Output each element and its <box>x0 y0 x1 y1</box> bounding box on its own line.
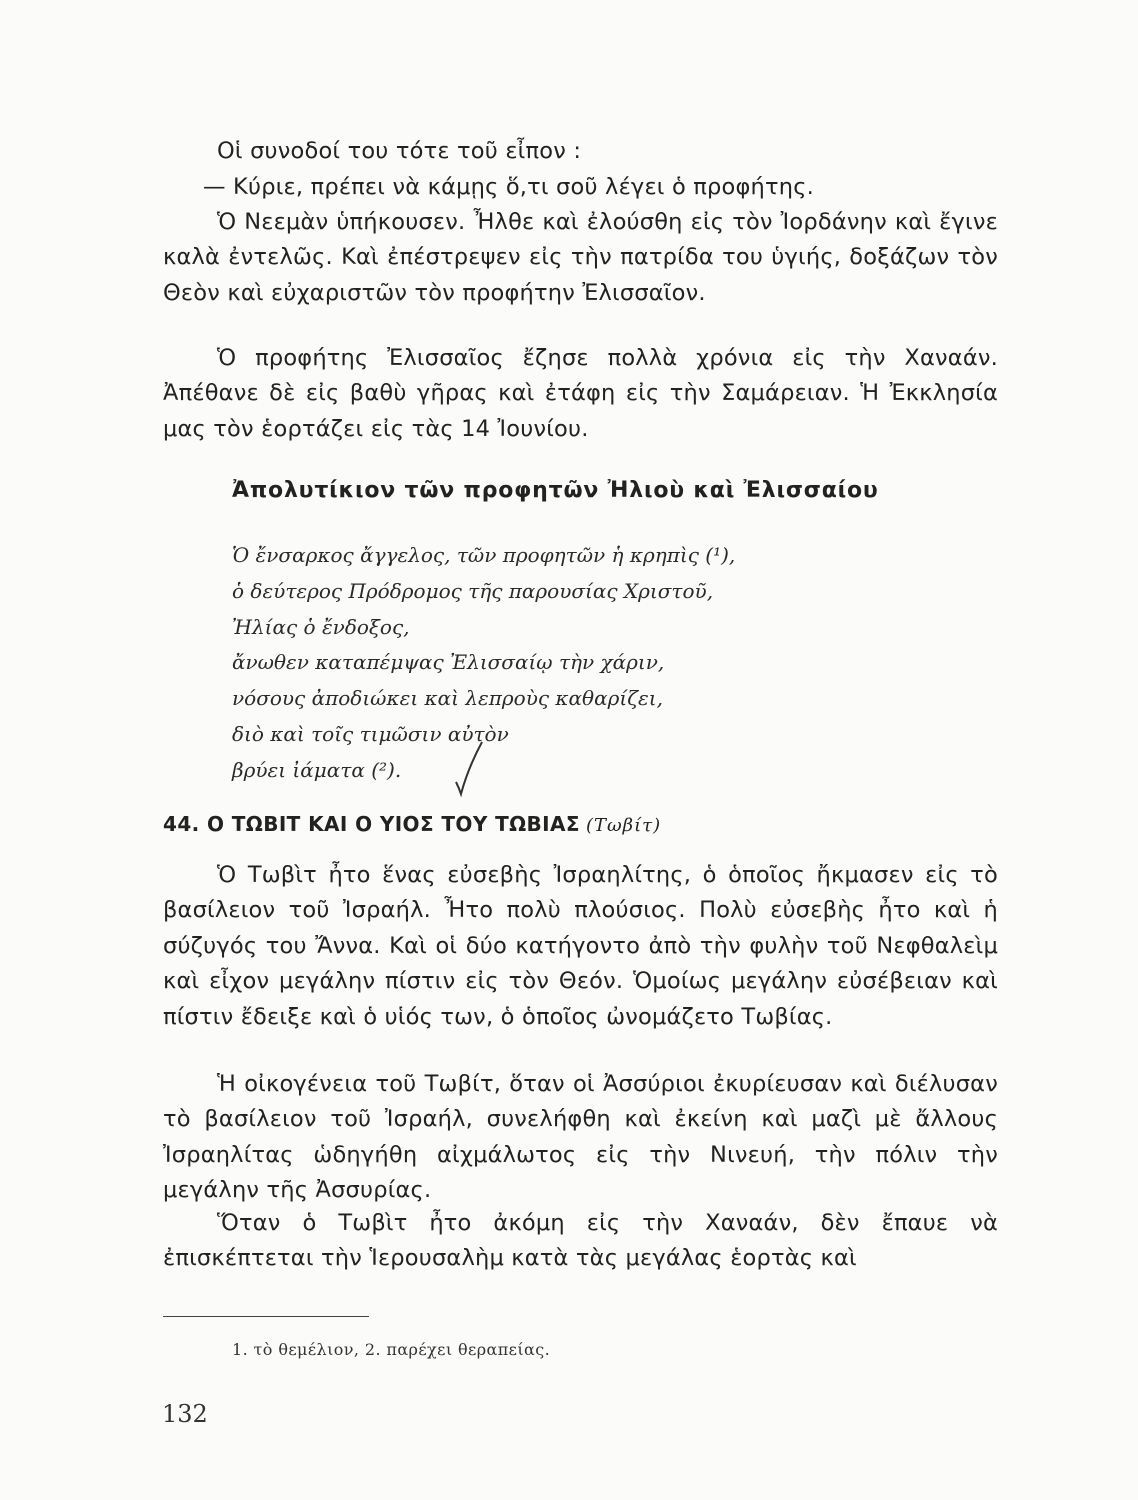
section-subtitle: (Τωβίτ) <box>585 815 662 836</box>
paragraph-naaman: Ὁ Νεεμὰν ὑπήκουσεν. Ἦλθε καὶ ἐλούσθη εἰς τὸν Ἰορδάνην καὶ ἔγινε καλὰ ἐντελῶς. Καὶ ἐπέστρεψεν εἰς τὴν πατρίδα του ὑγιής, δοξάζων τὸν Θεὸν καὶ εὐχαριστῶν τὸν προφήτην Ἐλισσαῖον. <box>163 209 998 306</box>
checkmark-icon <box>452 738 492 798</box>
hymn-line: ὁ δεύτερος Πρόδρομος τῆς παρουσίας Χριστοῦ, <box>232 578 714 603</box>
paragraph-dialogue: — Κύριε, πρέπει νὰ κάμῃς ὅ,τι σοῦ λέγει ὁ προφήτης. <box>203 174 814 200</box>
hymn-line: νόσους ἀποδιώκει καὶ λεπροὺς καθαρίζει, <box>232 686 663 711</box>
hymn-line: Ὁ ἔνσαρκος ἄγγελος, τῶν προφητῶν ἡ κρηπὶς (¹), <box>232 543 736 567</box>
paragraph-tobit-family: Ἡ οἰκογένεια τοῦ Τωβίτ, ὅταν οἱ Ἀσσύριοι ἐκυρίευσαν καὶ διέλυσαν τὸ βασίλειον τοῦ Ἰσραήλ, συνελήφθη καὶ ἐκείνη καὶ μαζὶ μὲ ἄλλους Ἰσραηλίτας ὡδηγήθη αἰχμάλωτος εἰς τὴν Νινευή, τὴν πόλιν τὴν μεγάλην τῆς Ἀσσυρίας. <box>163 1071 998 1204</box>
hymn-line: Ἠλίας ὁ ἔνδοξος, <box>232 614 410 639</box>
footnote: 1. τὸ θεμέλιον, 2. παρέχει θεραπείας. <box>232 1340 551 1359</box>
page-number: 132 <box>162 1400 208 1428</box>
hymn-line: βρύει ἰάματα (²). <box>232 757 402 782</box>
hymn-heading: Ἀπολυτίκιον τῶν προφητῶν Ἠλιοὺ καὶ Ἐλισσαίου <box>232 478 879 503</box>
paragraph-tobit-jerusalem: Ὅταν ὁ Τωβὶτ ἦτο ἀκόμη εἰς τὴν Χαναάν, δὲν ἔπαυε νὰ ἐπισκέπτεται τὴν Ἱερουσαλὴμ κατὰ τὰς μεγάλας ἑορτὰς καὶ <box>163 1210 998 1272</box>
section-heading <box>163 812 661 836</box>
hymn-line: ἄνωθεν καταπέμψας Ἐλισσαίῳ τὴν χάριν, <box>232 650 665 675</box>
paragraph-tobit-intro: Ὁ Τωβὶτ ἦτο ἕνας εὐσεβὴς Ἰσραηλίτης, ὁ ὁποῖος ἤκμασεν εἰς τὸ βασίλειον τοῦ Ἰσραήλ. Ἦτο πολὺ πλούσιος. Πολὺ εὐσεβὴς ἦτο καὶ ἡ σύζυγός του Ἄννα. Καὶ οἱ δύο κατήγοντο ἀπὸ τὴν φυλὴν τοῦ Νεφθαλεὶμ καὶ εἶχον μεγάλην πίστιν εἰς τὸν Θεόν. Ὁμοίως μεγάλην εὐσέβειαν καὶ πίστιν ἔδειξε καὶ ὁ υἱός των, ὁ ὁποῖος ὠνομάζετο Τωβίας. <box>163 862 998 1030</box>
section-title: 44. Ο ΤΩΒΙΤ ΚΑΙ Ο ΥΙΟΣ ΤΟΥ ΤΩΒΙΑΣ <box>163 812 580 836</box>
paragraph-companions: Οἱ συνοδοί του τότε τοῦ εἶπον : <box>217 138 582 164</box>
footnote-divider <box>163 1316 369 1317</box>
hymn-line: διὸ καὶ τοῖς τιμῶσιν αὐτὸν <box>232 721 509 746</box>
paragraph-elisha: Ὁ προφήτης Ἐλισσαῖος ἔζησε πολλὰ χρόνια εἰς τὴν Χαναάν. Ἀπέθανε δὲ εἰς βαθὺ γῆρας καὶ ἐτάφη εἰς τὴν Σαμάρειαν. Ἡ Ἐκκλησία μας τὸν ἑορτάζει εἰς τὰς 14 Ἰουνίου. <box>163 345 998 442</box>
